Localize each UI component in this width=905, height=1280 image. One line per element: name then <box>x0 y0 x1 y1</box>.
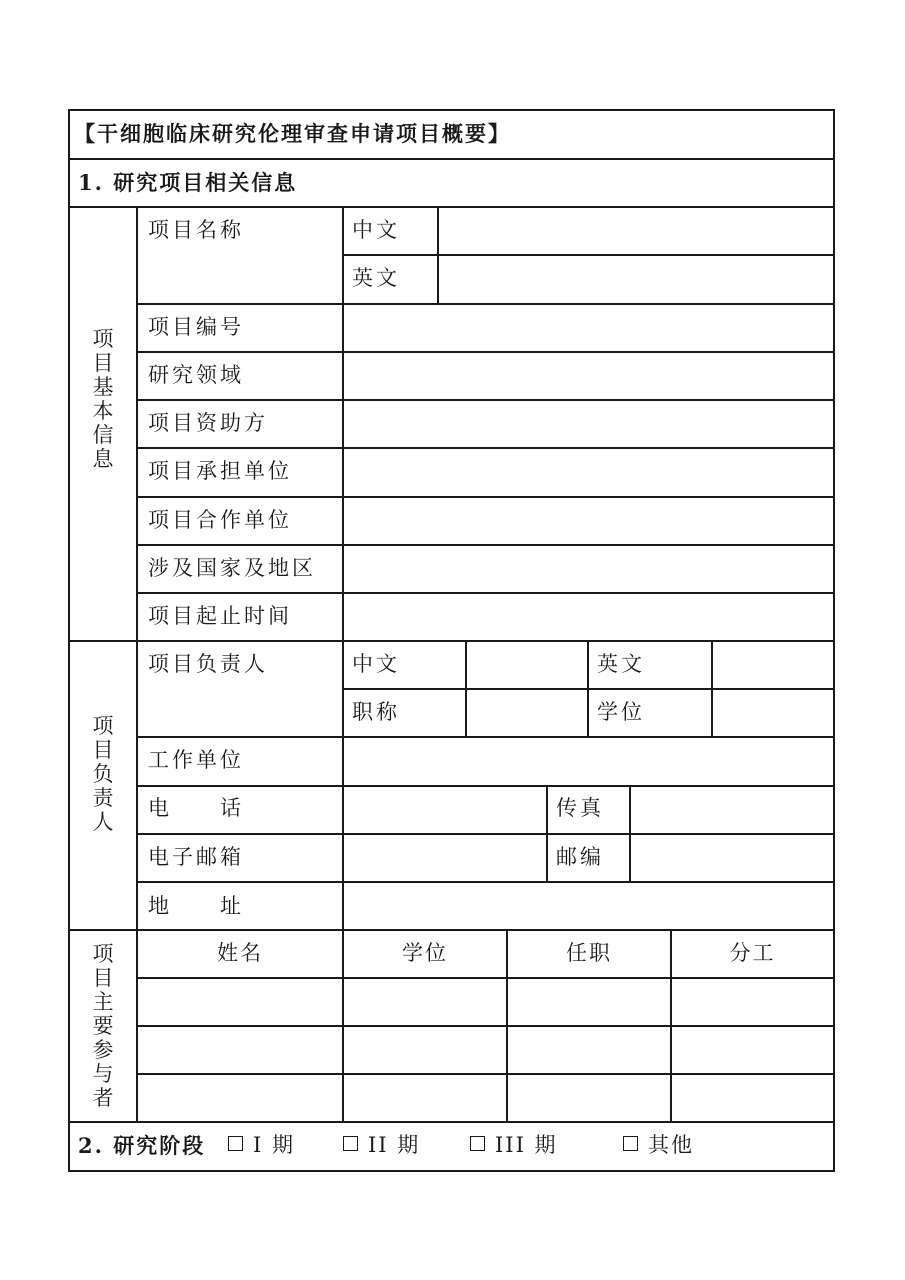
phase-2-label: II 期 <box>368 1133 421 1157</box>
undertaking-unit-label: 项目承担单位 <box>148 459 292 483</box>
rule <box>587 640 589 737</box>
leader-label: 项目负责人 <box>148 652 268 676</box>
participant-row[interactable] <box>138 979 833 1025</box>
section-1-heading: 1. 研究项目相关信息 <box>78 170 298 195</box>
leader-en-field[interactable] <box>713 642 833 688</box>
sponsor-label: 项目资助方 <box>148 411 268 435</box>
checkbox-icon[interactable] <box>470 1136 485 1151</box>
ethics-application-form <box>68 109 835 1171</box>
phase-3-option[interactable] <box>470 1135 558 1156</box>
postcode-label: 邮编 <box>556 845 604 869</box>
leader-cn-field[interactable] <box>467 642 587 688</box>
participant-header-name: 姓名 <box>217 941 263 965</box>
checkbox-icon[interactable] <box>343 1136 358 1151</box>
fax-label: 传真 <box>556 796 604 820</box>
rule <box>833 109 835 1171</box>
participant-header-degree: 学位 <box>402 941 448 965</box>
phase-1-option[interactable] <box>228 1135 295 1156</box>
participant-row[interactable] <box>138 1075 833 1121</box>
phase-3-label: III 期 <box>495 1133 558 1157</box>
work-unit-field[interactable] <box>344 738 833 784</box>
sponsor-field[interactable] <box>344 401 833 447</box>
phase-other-option[interactable] <box>623 1135 694 1156</box>
project-name-en-field[interactable] <box>439 256 833 302</box>
participant-row[interactable] <box>138 1027 833 1073</box>
address-field[interactable] <box>344 883 833 929</box>
phase-other-label: 其他 <box>648 1133 694 1157</box>
rule <box>68 109 70 1171</box>
countries-regions-field[interactable] <box>344 546 833 592</box>
address-label: 地 址 <box>148 894 244 918</box>
email-field[interactable] <box>344 835 546 881</box>
research-field-label: 研究领域 <box>148 363 244 387</box>
research-field-field[interactable] <box>344 353 833 399</box>
project-period-field[interactable] <box>344 594 833 640</box>
form-title: 【干细胞临床研究伦理审查申请项目概要】 <box>74 121 511 146</box>
rule <box>546 785 548 881</box>
leader-en-label: 英文 <box>597 652 645 676</box>
leader-title-label: 职称 <box>352 700 400 724</box>
work-unit-label: 工作单位 <box>148 748 244 772</box>
leader-group-label: 项目负责人 <box>92 714 114 834</box>
countries-regions-label: 涉及国家及地区 <box>148 556 316 580</box>
leader-title-field[interactable] <box>467 690 587 736</box>
rule <box>68 109 835 111</box>
project-period-label: 项目起止时间 <box>148 604 292 628</box>
project-number-field[interactable] <box>344 305 833 351</box>
basic-info-group-label: 项目基本信息 <box>92 327 114 471</box>
leader-degree-label: 学位 <box>597 700 645 724</box>
project-name-cn-field[interactable] <box>439 208 833 254</box>
section-2-heading: 2. 研究阶段 <box>78 1133 206 1158</box>
rule <box>68 1170 835 1172</box>
checkbox-icon[interactable] <box>228 1136 243 1151</box>
project-name-en-label: 英文 <box>352 266 400 290</box>
project-number-label: 项目编号 <box>148 315 244 339</box>
checkbox-icon[interactable] <box>623 1136 638 1151</box>
cooperating-unit-field[interactable] <box>344 498 833 544</box>
phone-field[interactable] <box>344 787 546 833</box>
leader-degree-field[interactable] <box>713 690 833 736</box>
undertaking-unit-field[interactable] <box>344 449 833 495</box>
rule <box>68 158 835 160</box>
fax-field[interactable] <box>631 787 833 833</box>
phase-2-option[interactable] <box>343 1135 420 1156</box>
phone-label: 电 话 <box>148 796 244 820</box>
participants-group-label: 项目主要参与者 <box>92 942 114 1110</box>
project-name-label: 项目名称 <box>148 218 244 242</box>
rule <box>68 929 835 931</box>
participant-header-role: 分工 <box>729 941 776 965</box>
participant-header-position: 任职 <box>566 941 612 965</box>
rule <box>68 1121 835 1123</box>
email-label: 电子邮箱 <box>148 845 244 869</box>
leader-cn-label: 中文 <box>352 652 400 676</box>
phase-1-label: I 期 <box>253 1133 295 1157</box>
project-name-cn-label: 中文 <box>352 218 400 242</box>
cooperating-unit-label: 项目合作单位 <box>148 508 292 532</box>
postcode-field[interactable] <box>631 835 833 881</box>
